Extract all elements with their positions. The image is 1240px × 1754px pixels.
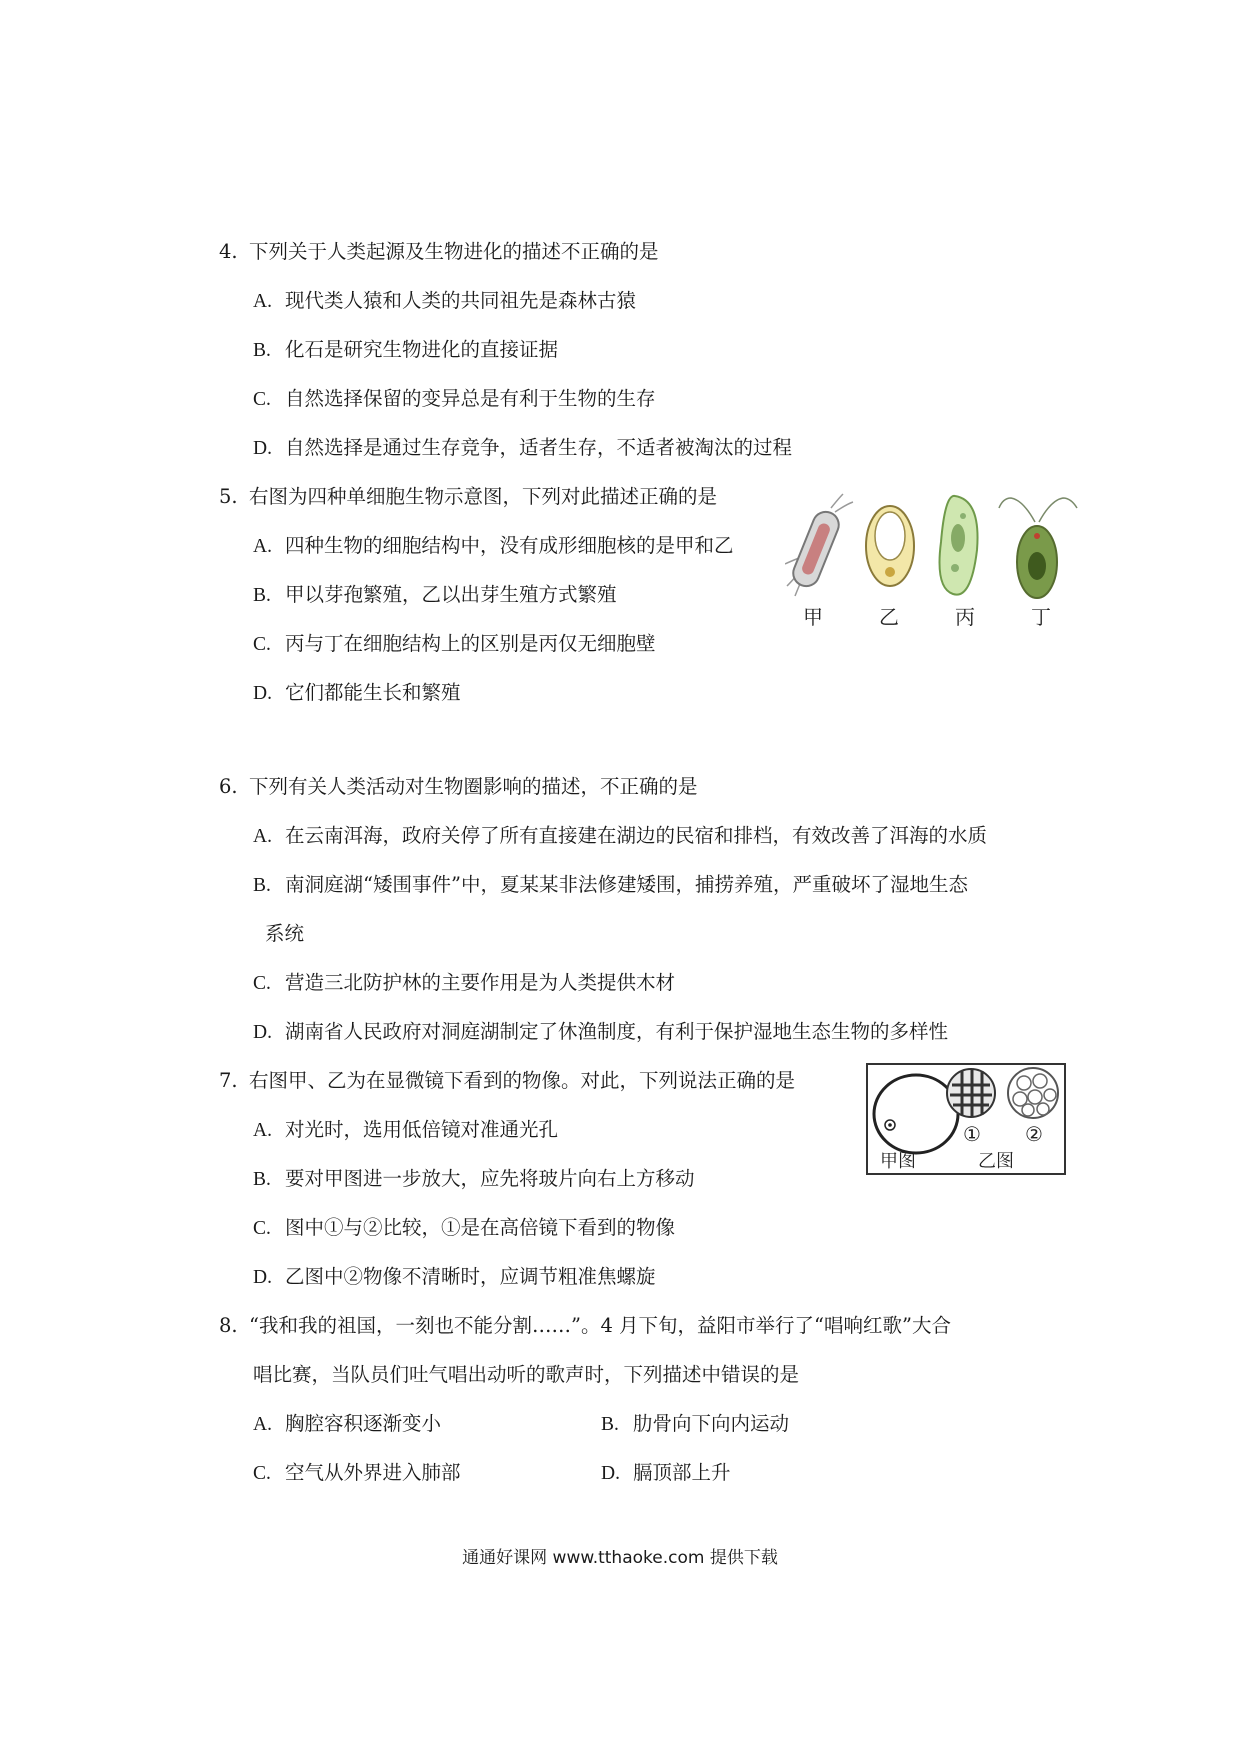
question-5-option-b: B. 甲以芽孢繁殖，乙以出芽生殖方式繁殖 — [253, 583, 617, 606]
view-number-1: ① — [963, 1122, 981, 1146]
single-cell-organisms-figure — [785, 490, 1085, 630]
bacterium-illustration — [785, 494, 853, 596]
page-footer: 通通好课网 www.tthaoke.com 提供下载 — [462, 1548, 778, 1568]
question-7-option-d: D. 乙图中②物像不清晰时，应调节粗准焦螺旋 — [253, 1265, 656, 1288]
view-number-2: ② — [1025, 1122, 1043, 1146]
question-8-stem: 8. “我和我的祖国，一刻也不能分割……”。4 月下旬，益阳市举行了“唱响红歌”大合 — [219, 1314, 951, 1337]
figure-label-jia: 甲 — [803, 605, 823, 629]
question-4-stem: 4. 下列关于人类起源及生物进化的描述不正确的是 — [219, 240, 659, 263]
question-5-option-a: A. 四种生物的细胞结构中，没有成形细胞核的是甲和乙 — [253, 534, 734, 557]
question-8-stem-continuation: 唱比赛，当队员们吐气唱出动听的歌声时，下列描述中错误的是 — [253, 1363, 800, 1386]
question-4-option-d: D. 自然选择是通过生存竞争，适者生存，不适者被淘汰的过程 — [253, 436, 793, 459]
question-6-option-c: C. 营造三北防护林的主要作用是为人类提供木材 — [253, 971, 676, 994]
yeast-illustration — [866, 506, 914, 586]
question-7-stem: 7. 右图甲、乙为在显微镜下看到的物像。对此，下列说法正确的是 — [219, 1069, 796, 1092]
question-6-option-a: A. 在云南洱海，政府关停了所有直接建在湖边的民宿和排档，有效改善了洱海的水质 — [253, 824, 988, 847]
figure-label-ding: 丁 — [1031, 605, 1051, 629]
question-7-option-c: C. 图中①与②比较，①是在高倍镜下看到的物像 — [253, 1216, 676, 1239]
question-5-option-c: C. 丙与丁在细胞结构上的区别是丙仅无细胞壁 — [253, 632, 656, 655]
question-7-option-b: B. 要对甲图进一步放大，应先将玻片向右上方移动 — [253, 1167, 695, 1190]
question-5-stem: 5. 右图为四种单细胞生物示意图，下列对此描述正确的是 — [219, 485, 718, 508]
question-4-option-c: C. 自然选择保留的变异总是有利于生物的生存 — [253, 387, 656, 410]
paramecium-illustration — [940, 496, 978, 595]
question-6-option-b: B. 南洞庭湖“矮围事件”中，夏某某非法修建矮围，捕捞养殖，严重破坏了湿地生态 — [253, 873, 968, 896]
figure-label-jia-tu: 甲图 — [880, 1151, 916, 1172]
question-6-option-b-continuation: 系统 — [265, 922, 305, 945]
figure-label-yi: 乙 — [879, 605, 899, 629]
cell-view-1 — [947, 1069, 995, 1117]
figure-label-bing: 丙 — [955, 605, 975, 629]
microscope-views-figure — [866, 1063, 1066, 1175]
chlamydomonas-illustration — [999, 498, 1077, 598]
figure-label-yi-tu: 乙图 — [978, 1151, 1014, 1172]
question-4-option-b: B. 化石是研究生物进化的直接证据 — [253, 338, 559, 361]
question-8-option-c: C. 空气从外界进入肺部 — [253, 1461, 461, 1484]
question-6-stem: 6. 下列有关人类活动对生物圈影响的描述，不正确的是 — [219, 775, 698, 798]
question-8-option-a: A. 胸腔容积逐渐变小 — [253, 1412, 442, 1435]
question-5-option-d: D. 它们都能生长和繁殖 — [253, 681, 461, 704]
question-6-option-d: D. 湖南省人民政府对洞庭湖制定了休渔制度，有利于保护湿地生态生物的多样性 — [253, 1020, 949, 1043]
cell-view-2 — [1008, 1068, 1058, 1118]
question-8-option-d: D. 膈顶部上升 — [601, 1461, 731, 1484]
question-4-option-a: A. 现代类人猿和人类的共同祖先是森林古猿 — [253, 289, 637, 312]
question-8-option-b: B. 肋骨向下向内运动 — [601, 1412, 790, 1435]
question-7-option-a: A. 对光时，选用低倍镜对准通光孔 — [253, 1118, 559, 1141]
